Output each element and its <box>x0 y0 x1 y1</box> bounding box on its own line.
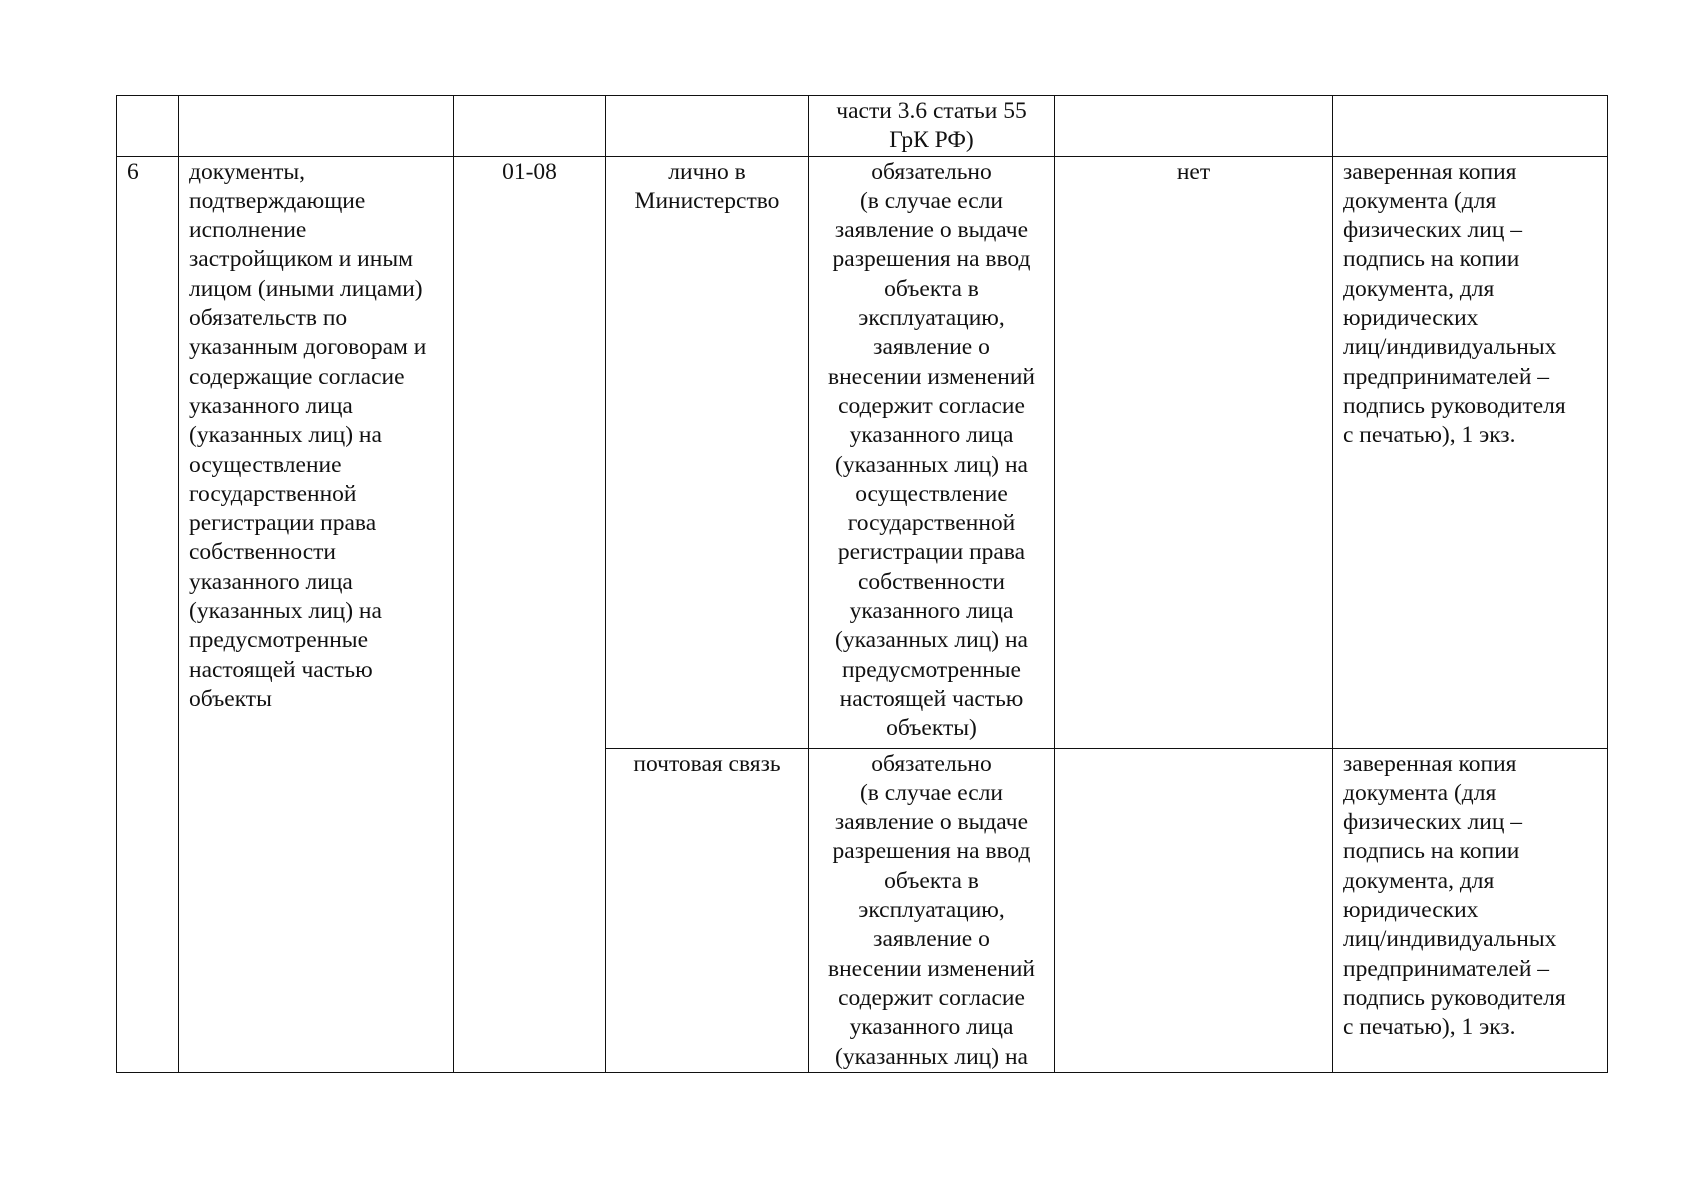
cell-method <box>606 96 809 157</box>
document-form: заверенная копия документа (для физических лиц – подпись на копии документа, для юридических лиц/индивидуальных предпринимателей – подпись руководителя с печатью), 1 экз. <box>1333 156 1608 748</box>
requirement-text: обязательно (в случае если заявление о выдаче разрешения на ввод объекта в эксплуатацию, заявление о внесении изменений содержит согласие указанного лица (указанных лиц) на осуществление государственной регистрации права собственности указанного лица (указанных лиц) на предусмотренные настоящей частью объекты) <box>809 156 1055 748</box>
requirements-table <box>116 95 1608 1073</box>
continuation-row <box>117 96 1608 157</box>
requirement-text: обязательно (в случае если заявление о выдаче разрешения на ввод объекта в эксплуатацию, заявление о внесении изменений содержит согласие указанного лица (указанных лиц) на <box>809 748 1055 1072</box>
submission-method: лично в Министерство <box>606 156 809 748</box>
cell-number <box>117 96 179 157</box>
document-code: 01-08 <box>454 156 606 1072</box>
table-row <box>117 156 1608 748</box>
original-required-continued <box>1055 748 1333 1072</box>
cell-form <box>1333 96 1608 157</box>
document-name: документы, подтверждающие исполнение застройщиком и иным лицом (иными лицами) обязательств по указанным договорам и содержащие согласие указанного лица (указанных лиц) на осуществление государственной регистрации права собственности указанного лица (указанных лиц) на предусмотренные настоящей частью объекты <box>179 156 454 1072</box>
cell-document-name <box>179 96 454 157</box>
row-number: 6 <box>117 156 179 1072</box>
original-required: нет <box>1055 156 1333 748</box>
document-form: заверенная копия документа (для физических лиц – подпись на копии документа, для юридических лиц/индивидуальных предпринимателей – подпись руководителя с печатью), 1 экз. <box>1333 748 1608 1072</box>
cell-code <box>454 96 606 157</box>
cell-requirement: части 3.6 статьи 55 ГрК РФ) <box>809 96 1055 157</box>
submission-method: почтовая связь <box>606 748 809 1072</box>
cell-original <box>1055 96 1333 157</box>
